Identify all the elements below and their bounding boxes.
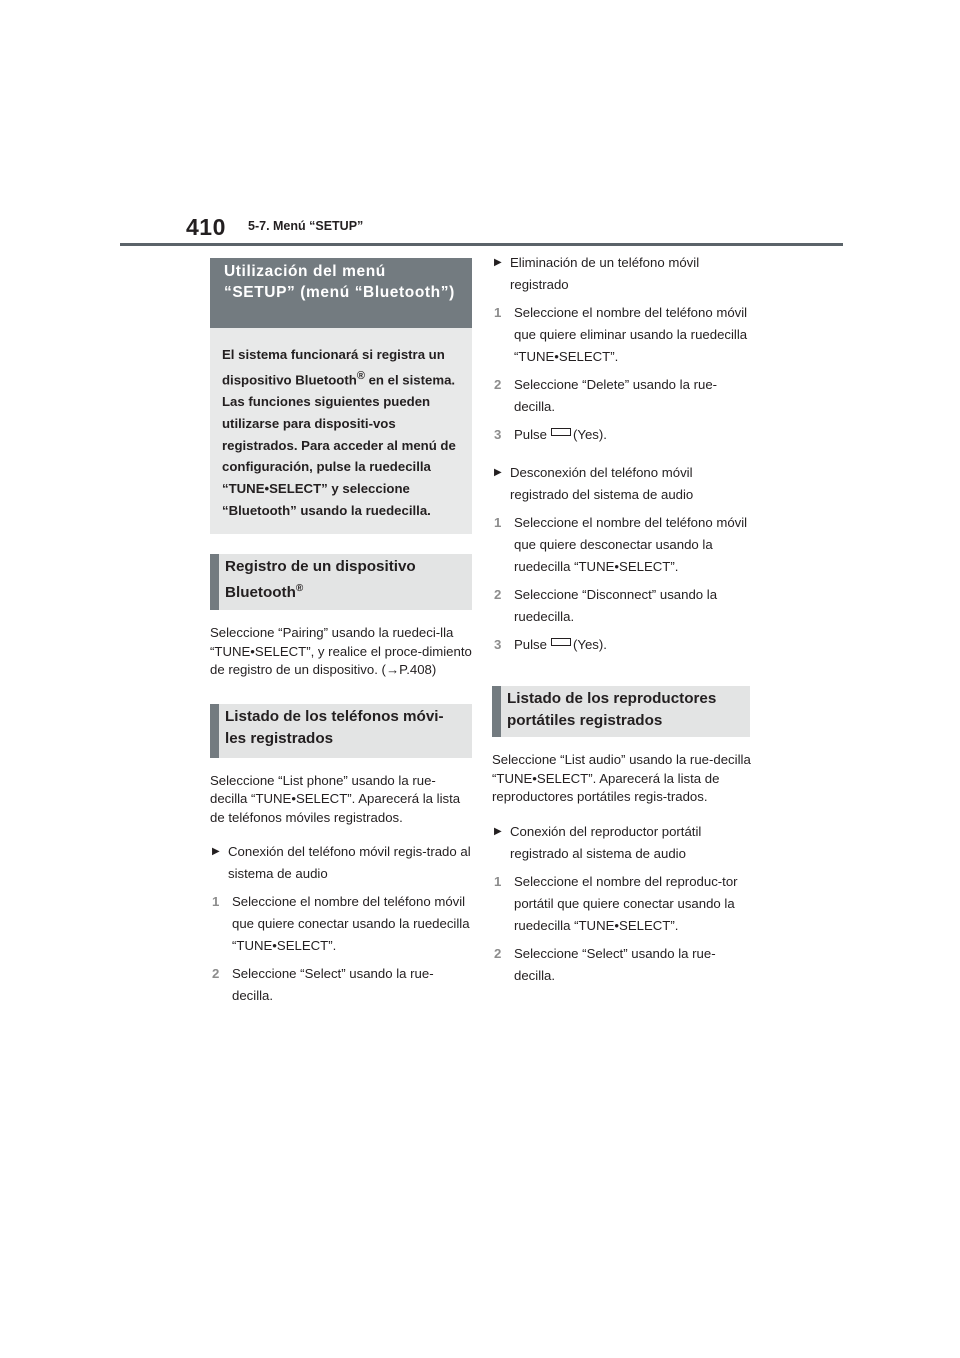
step-text: Pulse [514, 637, 547, 652]
step-number: 3 [494, 427, 502, 442]
section-title: 5-7. Menú “SETUP” [248, 219, 364, 233]
triangle-bullet-icon: ▶ [494, 257, 502, 268]
connect-step [210, 963, 472, 1007]
disconnect-step [492, 584, 754, 628]
triangle-bullet-icon: ▶ [494, 467, 502, 478]
yes-button-icon [551, 428, 571, 436]
connect-step [210, 891, 472, 957]
summary-part-2: en el sistema. Las funciones siguientes pueden utilizarse para dispositi-vos registrados. Para acceder al menú de configuración, pulse la ruedecilla “TUNE•SELECT” y seleccione “Bluetooth” usando la ruedecilla. [222, 372, 456, 518]
step-number: 1 [494, 515, 502, 530]
step-number: 1 [212, 894, 220, 909]
delete-phone-title-text: Eliminación de un teléfono móvil registrado [510, 255, 700, 292]
summary-part-1: El sistema funcionará si registra un dispositivo Bluetooth [222, 347, 445, 388]
step-number: 2 [212, 966, 220, 981]
step-text: Pulse [514, 427, 547, 442]
step-text: Seleccione el nombre del reproduc-tor portátil que quiere conectar usando la ruedecilla “TUNE•SELECT”. [514, 873, 738, 933]
left-column [210, 258, 472, 1007]
step-text: Seleccione “Disconnect” usando la ruedecilla. [514, 587, 718, 624]
step-number: 1 [494, 873, 502, 889]
portable-step [492, 871, 754, 937]
triangle-bullet-icon: ▶ [212, 846, 220, 857]
registration-heading-text: Registro de un dispositivo Bluetooth [225, 558, 416, 602]
reference-arrow-icon: → [385, 662, 400, 677]
step-text-suffix: (Yes). [573, 637, 607, 652]
step-text: Seleccione el nombre del teléfono móvil que quiere desconectar usando la ruedecilla “TUNE•SELECT”. [514, 515, 748, 574]
summary-text [222, 344, 460, 522]
page-number: 410 [186, 214, 226, 240]
portable-step [492, 943, 754, 987]
step-number: 2 [494, 587, 502, 602]
disconnect-phone-title [492, 462, 754, 506]
registered-mark: ® [356, 369, 365, 382]
step-number: 1 [494, 305, 502, 320]
delete-step [492, 374, 754, 418]
step-text-suffix: (Yes). [573, 427, 607, 442]
step-text: Seleccione “Select” usando la rue-decilla. [232, 966, 434, 1003]
phone-list-heading: Listado de los teléfonos móvi-les registrados [210, 704, 472, 758]
connect-phone-title [210, 841, 472, 885]
main-heading: Utilización del menú “SETUP” (menú “Bluetooth”) [210, 258, 472, 328]
disconnect-step [492, 512, 754, 578]
connect-portable-title [492, 821, 754, 865]
step-number: 3 [494, 637, 502, 652]
summary-box [210, 328, 472, 534]
triangle-bullet-icon: ▶ [494, 825, 502, 837]
step-number: 2 [494, 945, 502, 961]
phone-list-text: Seleccione “List phone” usando la rue-decilla “TUNE•SELECT”. Aparecerá la lista de teléfonos móviles registrados. [210, 772, 461, 825]
header-rule [120, 243, 843, 246]
yes-button-icon [551, 638, 571, 646]
registration-text-part-1: Seleccione “Pairing” usando la ruedeci-lla “TUNE•SELECT”, y realice el proce-dimiento de registro de un dispositivo. ( [210, 625, 472, 677]
portable-list-text: Seleccione “List audio” usando la rue-decilla “TUNE•SELECT”. Aparecerá la lista de reproductores portátiles regis-trados. [492, 752, 751, 804]
step-text: Seleccione el nombre del teléfono móvil que quiere conectar usando la ruedecilla “TUNE•SELECT”. [232, 894, 470, 953]
delete-step [492, 424, 754, 446]
disconnect-step [492, 634, 754, 656]
step-text: Seleccione “Delete” usando la rue-decilla. [514, 377, 718, 414]
delete-phone-title [492, 252, 754, 296]
registered-mark: ® [295, 583, 304, 594]
step-number: 2 [494, 377, 502, 392]
connect-phone-title-text: Conexión del teléfono móvil regis-trado al sistema de audio [228, 844, 471, 881]
registration-heading [210, 554, 472, 610]
step-text: Seleccione el nombre del teléfono móvil que quiere eliminar usando la ruedecilla “TUNE•SELECT”. [514, 305, 748, 364]
registration-text [210, 624, 472, 680]
portable-list-heading: Listado de los reproductores portátiles registrados [492, 686, 750, 737]
page-reference-link[interactable]: P.408) [399, 662, 437, 677]
disconnect-phone-title-text: Desconexión del teléfono móvil registrado del sistema de audio [510, 465, 694, 502]
step-text: Seleccione “Select” usando la rue-decilla. [514, 945, 716, 983]
delete-step [492, 302, 754, 368]
connect-portable-title-text: Conexión del reproductor portátil registrado al sistema de audio [510, 823, 702, 861]
right-column [492, 252, 754, 987]
